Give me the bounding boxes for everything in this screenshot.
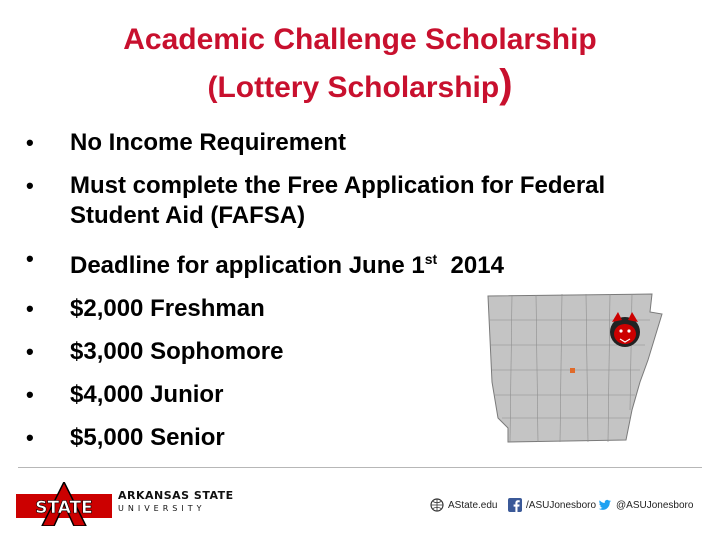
bullet-text: Deadline for application June 1 (70, 252, 425, 279)
bullet-dot: • (26, 339, 34, 364)
twitter-label: @ASUJonesboro (616, 499, 694, 511)
footer-divider (18, 467, 702, 468)
university-name-line-1: ARKANSAS STATE (118, 489, 234, 502)
bullet-text: $3,000 Sophomore (70, 338, 284, 365)
bullet-dot: • (26, 173, 34, 198)
globe-icon (430, 498, 444, 512)
title-closing-paren: ) (499, 62, 513, 106)
bullet-text: $2,000 Freshman (70, 295, 265, 322)
facebook-icon (508, 498, 522, 512)
twitter-link[interactable] (598, 498, 693, 512)
bullet-text: Must complete the Free Application for Federal Student Aid (FAFSA) (70, 172, 606, 229)
website-link[interactable] (430, 498, 497, 512)
bullet-text: $4,000 Junior (70, 381, 224, 408)
bullet-dot: • (26, 296, 34, 321)
bullet-dot: • (26, 382, 34, 407)
title-line-1: Academic Challenge Scholarship (123, 23, 597, 56)
bullet-dot: • (26, 425, 34, 450)
facebook-label: /ASUJonesboro (526, 499, 597, 511)
bullet-item (20, 171, 620, 231)
bullet-dot: • (26, 130, 34, 155)
astate-logo (16, 482, 112, 526)
bullet-text: No Income Requirement (70, 129, 347, 156)
bullet-dot: • (26, 246, 34, 271)
arkansas-map-image (480, 290, 670, 460)
slide-title (0, 18, 720, 110)
bullet-item (20, 244, 620, 281)
website-label: AState.edu (448, 499, 498, 511)
bullet-text: $5,000 Senior (70, 424, 225, 451)
twitter-bird-icon (598, 498, 612, 512)
logo-wordmark: STATE (35, 498, 93, 518)
university-name-line-2: UNIVERSITY (118, 504, 206, 513)
bullet-item (20, 128, 620, 158)
title-line-2-text: (Lottery Scholarship (207, 71, 500, 104)
facebook-link[interactable] (508, 498, 596, 512)
bullet-text-year: 2014 (437, 252, 504, 279)
title-line-2 (0, 62, 720, 110)
bullet-superscript: st (424, 251, 438, 267)
university-name (118, 489, 234, 513)
